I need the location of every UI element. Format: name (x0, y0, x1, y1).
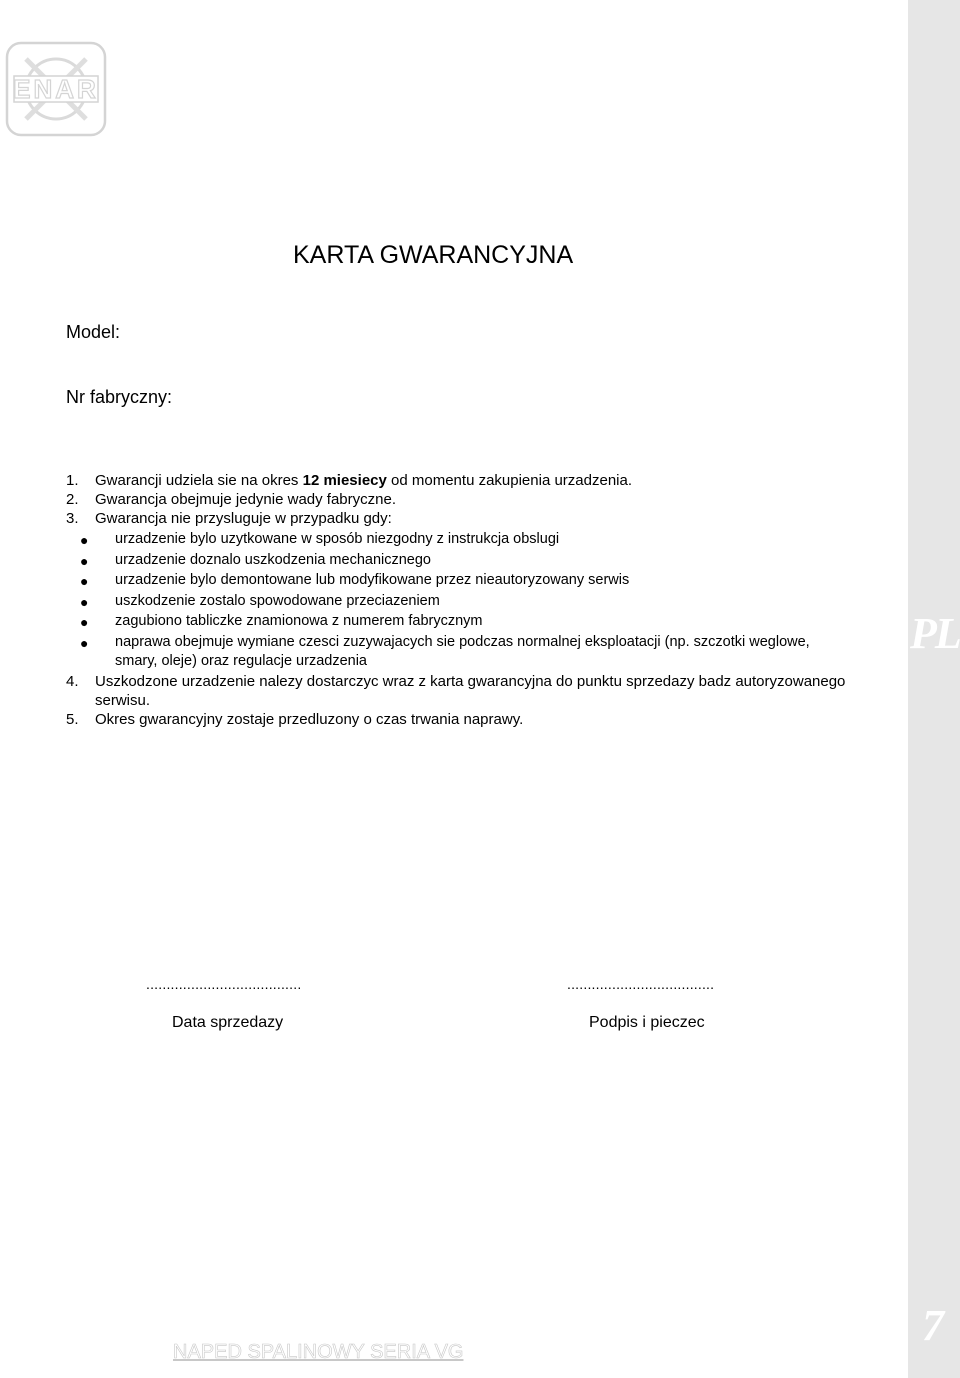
term-number: 4. (66, 673, 79, 690)
exclusion-item (66, 612, 846, 631)
term-item (66, 490, 846, 509)
term-text (95, 471, 846, 490)
term-text: Okres gwarancyjny zostaje przedluzony o czas trwania naprawy. (95, 711, 524, 728)
bullet-icon: ● (80, 614, 89, 630)
term-text: Gwarancja nie przysluguje w przypadku gdy: (95, 510, 392, 527)
exclusions-list (66, 530, 846, 671)
term-item (66, 672, 846, 710)
term-item (66, 471, 846, 490)
warranty-period: 12 miesiecy (302, 472, 387, 489)
language-label: PL (910, 609, 960, 658)
exclusion-text: naprawa obejmuje wymiane czesci zuzywajacych sie podczas normalnej eksploatacji (np. szczotki weglowe, smary, oleje) oraz regulacje urzadzenia (115, 633, 810, 669)
warranty-terms (66, 471, 846, 729)
exclusion-text: urzadzenie bylo demontowane lub modyfikowane przez nieautoryzowany serwis (115, 572, 630, 588)
bullet-icon: ● (80, 532, 89, 548)
exclusion-text: urzadzenie doznalo uszkodzenia mechanicznego (115, 551, 431, 568)
signature-label: Podpis i pieczec (589, 1014, 705, 1031)
serial-number-label: Nr fabryczny: (66, 387, 173, 407)
term-item (66, 509, 846, 528)
term-number: 5. (66, 711, 79, 728)
term-text: Gwarancja obejmuje jedynie wady fabryczne. (95, 491, 396, 508)
model-label: Model: (66, 322, 121, 342)
bullet-icon: ● (80, 634, 89, 651)
exclusion-text: urzadzenie bylo uzytkowane w sposób niezgodny z instrukcja obslugi (115, 531, 560, 547)
bullet-icon: ● (80, 552, 89, 569)
sale-date-line: ...................................... (146, 976, 302, 992)
page-title: KARTA GWARANCYJNA (293, 241, 574, 269)
term-text-end: od momentu zakupienia urzadzenia. (386, 472, 633, 489)
page-number: 7 (922, 1301, 944, 1350)
bullet-icon: ● (80, 593, 89, 610)
term-item (66, 710, 846, 729)
exclusion-item (66, 571, 846, 590)
exclusion-item (66, 633, 846, 671)
bullet-icon: ● (80, 573, 89, 589)
exclusion-text: uszkodzenie zostalo spowodowane przeciazeniem (115, 592, 440, 609)
term-number: 3. (66, 510, 79, 527)
signature-line: .................................... (567, 976, 715, 992)
exclusion-item (66, 551, 846, 570)
term-text-start: Gwarancji udziela sie na okres (95, 472, 303, 489)
term-number: 1. (66, 472, 79, 489)
exclusion-item (66, 530, 846, 549)
term-text: Uszkodzone urzadzenie nalezy dostarczyc wraz z karta gwarancyjna do punktu sprzedazy badz autoryzowanego serwisu. (95, 673, 846, 709)
logo-text: ENAR (13, 74, 99, 104)
term-number: 2. (66, 491, 79, 508)
exclusion-item (66, 592, 846, 611)
side-strip (908, 0, 960, 1378)
exclusion-text: zagubiono tabliczke znamionowa z numerem fabrycznym (115, 613, 483, 629)
sale-date-label: Data sprzedazy (172, 1014, 284, 1031)
footer-product-line: NAPED SPALINOWY SERIA VG (173, 1341, 464, 1363)
